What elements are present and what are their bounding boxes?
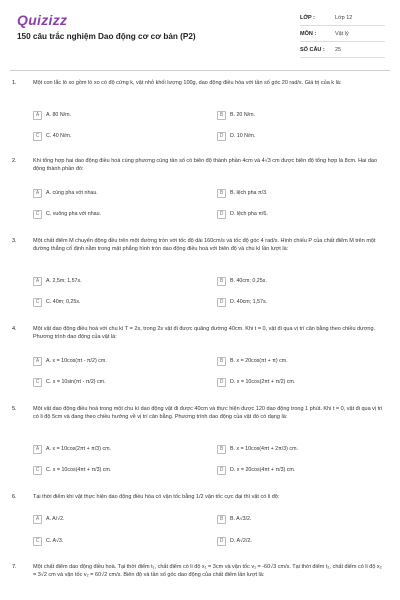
option-a[interactable] <box>33 513 65 525</box>
option-letter-box: C <box>33 466 42 475</box>
option-letter-box: B <box>217 189 226 198</box>
question-number: 5. <box>12 406 17 412</box>
option-letter-box: A <box>33 189 42 198</box>
option-letter-box: B <box>217 111 226 120</box>
option-b[interactable] <box>217 355 288 367</box>
option-text: B. x = 20cos(πt + π) cm. <box>230 358 288 364</box>
option-b[interactable] <box>217 443 298 455</box>
worksheet-header <box>0 0 400 70</box>
option-text: D. 10 N/m. <box>230 133 256 139</box>
option-letter-box: A <box>33 357 42 366</box>
option-a[interactable] <box>33 275 82 287</box>
meta-label: SỐ CÂU : <box>300 46 325 53</box>
option-letter-box: D <box>217 210 226 219</box>
option-letter-box: C <box>33 378 42 387</box>
meta-label: MÔN : <box>300 30 317 37</box>
option-text: A. A/√2. <box>46 516 65 522</box>
option-letter-box: C <box>33 537 42 546</box>
question-number: 3. <box>12 238 17 244</box>
option-letter-box: C <box>33 298 42 307</box>
question-number: 7. <box>12 564 17 570</box>
option-a[interactable] <box>33 109 71 121</box>
option-letter-box: A <box>33 277 42 286</box>
question-text: Tại thời điểm khi vật thực hiện dao động điều hòa có vận tốc bằng 1/2 vận tốc cực đại thì vật có li độ: <box>33 494 280 500</box>
option-text: D. x = 10cos(2πt + π/2) cm. <box>230 379 296 385</box>
option-text: B. A√3/2. <box>230 516 252 522</box>
meta-row-count <box>300 42 385 58</box>
question-text: Khi tổng hợp hai dao động điều hoà cùng phương cùng tần số có biên độ thành phần 4cm và 4√3 cm được biên độ tổng hợp là 8cm. Hai dao động thành phần đó: <box>33 158 378 172</box>
option-text: A. x = 10cos(πt - π/2) cm. <box>46 358 107 364</box>
option-text: A. 2,5m; 1,57s. <box>46 278 82 284</box>
option-text: C. 40m; 0,25s. <box>46 299 81 305</box>
option-a[interactable] <box>33 355 107 367</box>
option-d[interactable] <box>217 208 268 220</box>
page-title: 150 câu trắc nghiệm Dao động cơ cơ bản (P2) <box>17 32 196 41</box>
option-text: C. x = 10sin(πt - π/2) cm. <box>46 379 106 385</box>
option-d[interactable] <box>217 130 255 142</box>
option-text: D. 40cm; 1,57s. <box>230 299 268 305</box>
meta-row-class <box>300 10 385 26</box>
option-letter-box: D <box>217 132 226 141</box>
meta-value: 25 <box>335 46 342 53</box>
option-c[interactable] <box>33 296 80 308</box>
meta-label: LỚP : <box>300 14 315 21</box>
option-text: B. lệch pha π/3. <box>230 190 268 196</box>
question-number: 6. <box>12 494 17 500</box>
option-letter-box: C <box>33 210 42 219</box>
option-letter-box: B <box>217 445 226 454</box>
option-d[interactable] <box>217 464 295 476</box>
option-c[interactable] <box>33 208 101 220</box>
option-c[interactable] <box>33 535 63 547</box>
option-text: C. A√3. <box>46 538 64 544</box>
option-text: D. lệch pha π/6. <box>230 211 268 217</box>
option-d[interactable] <box>217 376 295 388</box>
option-c[interactable] <box>33 130 71 142</box>
option-c[interactable] <box>33 376 106 388</box>
option-letter-box: A <box>33 111 42 120</box>
option-text: B. 40cm; 0,25s. <box>230 278 267 284</box>
question-text: Một chất điểm dao động điều hoà. Tại thời điểm t₁, chất điểm có li độ x₁ = 3cm và vận tốc v₁ = -60√3 cm/s. Tại thời điểm t₂, chất điểm có li độ x₂ = 3√2 cm và vận tốc v₂ = 60√2 cm/s. Biên độ và tần số góc dao động của chất điểm lần lượt là: <box>33 564 382 578</box>
option-b[interactable] <box>217 109 255 121</box>
option-text: D. A√2/2. <box>230 538 252 544</box>
option-letter-box: B <box>217 357 226 366</box>
meta-value: Vật lý <box>335 30 349 37</box>
option-letter-box: A <box>33 445 42 454</box>
option-b[interactable] <box>217 275 267 287</box>
option-a[interactable] <box>33 187 98 199</box>
option-a[interactable] <box>33 443 111 455</box>
option-b[interactable] <box>217 513 251 525</box>
meta-value: Lớp 12 <box>335 14 353 21</box>
option-letter-box: D <box>217 466 226 475</box>
option-text: B. x = 10cos(4πt + 2π/3) cm. <box>230 446 298 452</box>
option-text: A. 80 N/m. <box>46 112 72 118</box>
option-letter-box: C <box>33 132 42 141</box>
question-text: Một vật dao động điều hoà với chu kì T = 2s, trong 2s vật đi được quãng đường 40cm. Khi t = 0, vật đi qua vị trí cân bằng theo chiều dương. Phương trình dao động của vật là: <box>33 326 376 340</box>
option-d[interactable] <box>217 535 252 547</box>
question-number: 4. <box>12 326 17 332</box>
option-text: C. vuông pha với nhau. <box>46 211 102 217</box>
option-text: C. x = 10cos(4πt + π/3) cm. <box>46 467 112 473</box>
question-text: Một vật dao động điều hoà trong một chu kì dao động vật đi được 40cm và thực hiện được 120 dao động trong 1 phút. Khi t = 0, vật đi qua vị trí có li độ 5cm và đang theo chiều hướng về vị trí cân bằng. Phương trình dao động của vật đó có dạng là: <box>33 406 383 420</box>
question-number: 2. <box>12 158 17 164</box>
quizizz-logo: Quizizz <box>17 12 68 28</box>
option-text: A. x = 10cos(2πt + π/3) cm. <box>46 446 112 452</box>
option-letter-box: D <box>217 298 226 307</box>
option-letter-box: B <box>217 277 226 286</box>
option-text: B. 20 N/m. <box>230 112 256 118</box>
question-text: Một chất điểm M chuyển động đều trên một đường tròn với tốc độ dài 160cm/s và tốc độ góc 4 rad/s. Hình chiếu P của chất điểm M trên một đường thẳng cố định nằm trong mặt phẳng hình tròn dao động điều hoà với biên độ và chu kì lần lượt là: <box>33 238 376 252</box>
option-letter-box: B <box>217 515 226 524</box>
option-text: D. x = 20cos(4πt + π/3) cm. <box>230 467 296 473</box>
option-b[interactable] <box>217 187 268 199</box>
question-text: Một con lắc lò xo gồm lò xo có độ cứng k, vật nhỏ khối lượng 100g, dao động điều hòa với tần số góc 20 rad/s. Giá trị của k là: <box>33 80 342 86</box>
option-letter-box: D <box>217 537 226 546</box>
option-letter-box: A <box>33 515 42 524</box>
meta-panel <box>300 10 385 58</box>
option-letter-box: D <box>217 378 226 387</box>
question-number: 1. <box>12 80 17 86</box>
meta-row-subject <box>300 26 385 42</box>
option-d[interactable] <box>217 296 267 308</box>
option-c[interactable] <box>33 464 111 476</box>
header-divider <box>10 70 390 71</box>
option-text: A. cùng pha với nhau. <box>46 190 98 196</box>
option-text: C. 40 N/m. <box>46 133 72 139</box>
